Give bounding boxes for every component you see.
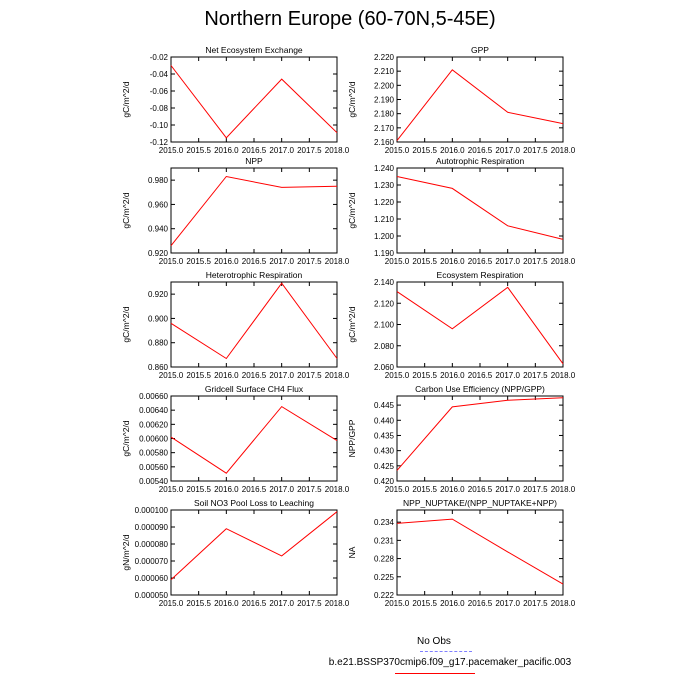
y-tick-label: 0.000100	[134, 506, 168, 515]
y-tick-label: -0.08	[149, 104, 168, 113]
y-axis-label: gN/m^2/d	[121, 534, 131, 571]
x-tick-label: 2017.5	[523, 599, 548, 608]
chart-panel	[121, 45, 350, 155]
x-tick-label: 2015.0	[158, 599, 184, 608]
y-tick-label: -0.02	[149, 53, 168, 62]
legend-obs-line	[420, 651, 472, 652]
plot-frame	[397, 168, 563, 253]
x-tick-label: 2016.0	[214, 371, 239, 380]
x-tick-label: 2015.5	[186, 599, 211, 608]
y-tick-label: 0.225	[373, 572, 394, 582]
y-tick-label: 0.00600	[139, 434, 168, 444]
x-tick-label: 2016.5	[241, 599, 267, 608]
series-line	[171, 177, 337, 246]
x-tick-label: 2016.0	[440, 257, 465, 266]
chart-panel	[347, 45, 576, 155]
x-tick-label: 2017.5	[523, 257, 548, 266]
x-tick-label: 2017.0	[495, 485, 520, 494]
x-tick-label: 2018.0	[550, 146, 576, 155]
x-tick-label: 2015.5	[412, 485, 437, 494]
y-tick-label: 2.080	[373, 341, 394, 351]
y-tick-label: 2.210	[373, 67, 394, 77]
y-tick-label: 1.210	[373, 215, 394, 224]
x-tick-label: 2017.0	[269, 599, 294, 608]
x-tick-label: 2018.0	[324, 371, 350, 380]
x-tick-label: 2016.0	[440, 599, 465, 608]
y-tick-label: 2.140	[373, 278, 394, 287]
y-tick-label: 0.880	[147, 338, 168, 348]
x-tick-label: 2015.0	[384, 371, 410, 380]
x-tick-label: 2017.0	[269, 146, 294, 155]
x-tick-label: 2015.5	[186, 485, 211, 494]
y-tick-label: 0.228	[373, 554, 394, 564]
y-tick-label: 2.120	[373, 299, 394, 309]
x-tick-label: 2017.0	[495, 146, 520, 155]
x-tick-label: 2016.0	[214, 599, 239, 608]
y-axis-label: gC/m^2/d	[347, 192, 357, 229]
y-tick-label: 0.231	[373, 536, 394, 546]
series-line	[171, 407, 337, 474]
x-tick-label: 2015.0	[384, 485, 410, 494]
chart-panel	[121, 270, 350, 380]
x-tick-label: 2017.5	[297, 599, 322, 608]
y-tick-label: 2.200	[373, 81, 394, 91]
y-tick-label: 0.000050	[134, 591, 168, 600]
x-tick-label: 2017.5	[523, 146, 548, 155]
x-tick-label: 2015.5	[186, 146, 211, 155]
x-tick-label: 2016.5	[241, 257, 267, 266]
chart-title: GPP	[471, 45, 489, 55]
x-tick-label: 2017.0	[495, 371, 520, 380]
y-tick-label: 0.860	[147, 363, 168, 372]
series-line	[397, 177, 563, 240]
x-tick-label: 2015.0	[158, 257, 184, 266]
series-line	[397, 70, 563, 141]
y-tick-label: 1.220	[373, 198, 394, 207]
plot-frame	[171, 396, 337, 481]
plot-frame	[171, 168, 337, 253]
legend-obs-label: No Obs	[417, 636, 451, 647]
plot-frame	[397, 282, 563, 367]
x-tick-label: 2016.0	[214, 485, 239, 494]
chart-panel	[121, 156, 350, 266]
y-tick-label: 0.920	[147, 249, 168, 258]
series-line	[397, 398, 563, 471]
y-tick-label: 2.190	[373, 95, 394, 105]
y-tick-label: 0.920	[147, 290, 168, 300]
x-tick-label: 2015.5	[412, 146, 437, 155]
y-tick-label: 0.00660	[139, 392, 168, 401]
plot-frame	[171, 57, 337, 142]
x-tick-label: 2017.0	[269, 485, 294, 494]
x-tick-label: 2015.5	[412, 599, 437, 608]
plot-frame	[397, 396, 563, 481]
chart-title: Carbon Use Efficiency (NPP/GPP)	[415, 384, 545, 394]
y-axis-label: gC/m^2/d	[121, 81, 131, 118]
y-tick-label: 0.445	[373, 401, 394, 411]
x-tick-label: 2016.5	[467, 371, 493, 380]
y-axis-label: NA	[347, 546, 357, 559]
y-tick-label: 1.200	[373, 232, 394, 241]
y-axis-label: gC/m^2/d	[121, 306, 131, 343]
x-tick-label: 2018.0	[324, 599, 350, 608]
y-tick-label: 1.230	[373, 181, 394, 190]
x-tick-label: 2015.5	[412, 257, 437, 266]
legend-model-label: b.e21.BSSP370cmip6.f09_g17.pacemaker_pacific.003	[328, 657, 572, 668]
y-tick-label: 2.100	[373, 320, 394, 330]
x-tick-label: 2017.5	[297, 371, 322, 380]
y-tick-label: 0.425	[373, 461, 394, 471]
y-tick-label: 0.00580	[139, 448, 168, 458]
legend-model-line	[395, 673, 475, 674]
x-tick-label: 2016.5	[241, 146, 267, 155]
y-axis-label: gC/m^2/d	[347, 81, 357, 118]
chart-title: Soil NO3 Pool Loss to Leaching	[193, 498, 315, 508]
x-tick-label: 2017.0	[269, 371, 294, 380]
x-tick-label: 2015.0	[384, 257, 410, 266]
y-tick-label: 2.160	[373, 138, 394, 147]
x-tick-label: 2016.0	[214, 146, 239, 155]
plot-frame	[397, 510, 563, 595]
y-axis-label: gC/m^2/d	[121, 192, 131, 229]
y-tick-label: 2.170	[373, 123, 394, 133]
y-tick-label: 0.430	[373, 446, 394, 456]
y-tick-label: 0.00560	[139, 462, 168, 472]
y-tick-label: 1.240	[373, 164, 394, 173]
x-tick-label: 2015.5	[186, 257, 211, 266]
x-tick-label: 2018.0	[550, 599, 576, 608]
x-tick-label: 2015.0	[384, 599, 410, 608]
x-tick-label: 2016.5	[467, 485, 493, 494]
chart-panel	[347, 498, 576, 608]
x-tick-label: 2016.5	[467, 146, 493, 155]
chart-title: Autotrophic Respiration	[435, 156, 525, 166]
x-tick-label: 2018.0	[324, 146, 350, 155]
chart-title: Net Ecosystem Exchange	[205, 45, 303, 55]
chart-title: NPP_NUPTAKE/(NPP_NUPTAKE+NPP)	[403, 498, 557, 508]
x-tick-label: 2017.5	[523, 371, 548, 380]
y-tick-label: 0.980	[147, 176, 168, 186]
x-tick-label: 2017.5	[297, 485, 322, 494]
y-tick-label: 0.960	[147, 200, 168, 210]
x-tick-label: 2015.5	[412, 371, 437, 380]
y-tick-label: 2.060	[373, 363, 394, 372]
x-tick-label: 2018.0	[550, 371, 576, 380]
y-axis-label: gC/m^2/d	[347, 306, 357, 343]
y-tick-label: -0.06	[149, 87, 168, 96]
y-tick-label: 0.435	[373, 431, 394, 441]
series-line	[171, 283, 337, 358]
x-tick-label: 2016.0	[214, 257, 239, 266]
series-line	[171, 66, 337, 138]
y-tick-label: 0.00620	[139, 420, 168, 430]
y-tick-label: 0.00540	[139, 477, 168, 486]
x-tick-label: 2016.0	[440, 485, 465, 494]
chart-title: Heterotrophic Respiration	[205, 270, 303, 280]
series-line	[397, 287, 563, 364]
y-tick-label: 2.180	[373, 109, 394, 119]
x-tick-label: 2016.5	[241, 371, 267, 380]
x-tick-label: 2018.0	[324, 485, 350, 494]
chart-panel	[347, 384, 576, 494]
x-tick-label: 2015.0	[384, 146, 410, 155]
plot-frame	[171, 510, 337, 595]
x-tick-label: 2016.5	[241, 485, 267, 494]
chart-title: NPP	[245, 156, 263, 166]
series-line	[171, 512, 337, 580]
x-tick-label: 2017.5	[297, 257, 322, 266]
x-tick-label: 2018.0	[550, 257, 576, 266]
chart-panel	[347, 270, 576, 380]
x-tick-label: 2017.0	[495, 599, 520, 608]
chart-panel	[121, 384, 350, 494]
x-tick-label: 2015.0	[158, 146, 184, 155]
y-tick-label: 0.940	[147, 224, 168, 234]
y-tick-label: 0.222	[373, 591, 394, 600]
chart-panel	[121, 498, 350, 608]
y-tick-label: 0.000070	[134, 557, 168, 566]
x-tick-label: 2017.0	[269, 257, 294, 266]
plot-frame	[397, 57, 563, 142]
y-tick-label: 0.000060	[134, 574, 168, 583]
x-tick-label: 2016.5	[467, 257, 493, 266]
y-tick-label: 0.440	[373, 416, 394, 426]
series-line	[397, 519, 563, 584]
y-tick-label: 0.234	[373, 518, 394, 528]
y-tick-label: 0.900	[147, 314, 168, 324]
chart-title: Ecosystem Respiration	[436, 270, 524, 280]
x-tick-label: 2015.0	[158, 371, 184, 380]
x-tick-label: 2017.0	[495, 257, 520, 266]
x-tick-label: 2017.5	[523, 485, 548, 494]
y-tick-label: -0.12	[149, 138, 168, 147]
x-tick-label: 2018.0	[550, 485, 576, 494]
page-title: Northern Europe (60-70N,5-45E)	[204, 8, 496, 30]
y-tick-label: -0.10	[149, 121, 168, 130]
y-tick-label: 1.190	[373, 249, 394, 258]
x-tick-label: 2016.0	[440, 146, 465, 155]
x-tick-label: 2016.5	[467, 599, 493, 608]
x-tick-label: 2016.0	[440, 371, 465, 380]
y-tick-label: 0.00640	[139, 406, 168, 416]
y-axis-label: NPP/GPP	[347, 419, 357, 458]
y-tick-label: 0.000080	[134, 540, 168, 549]
x-tick-label: 2015.5	[186, 371, 211, 380]
chart-panel	[347, 156, 576, 266]
y-tick-label: 0.000090	[134, 523, 168, 532]
y-tick-label: 0.420	[373, 477, 394, 486]
x-tick-label: 2017.5	[297, 146, 322, 155]
y-axis-label: gC/m^2/d	[121, 420, 131, 457]
y-tick-label: -0.04	[149, 70, 168, 79]
x-tick-label: 2015.0	[158, 485, 184, 494]
x-tick-label: 2018.0	[324, 257, 350, 266]
chart-title: Gridcell Surface CH4 Flux	[204, 384, 304, 394]
y-tick-label: 2.220	[373, 53, 394, 62]
